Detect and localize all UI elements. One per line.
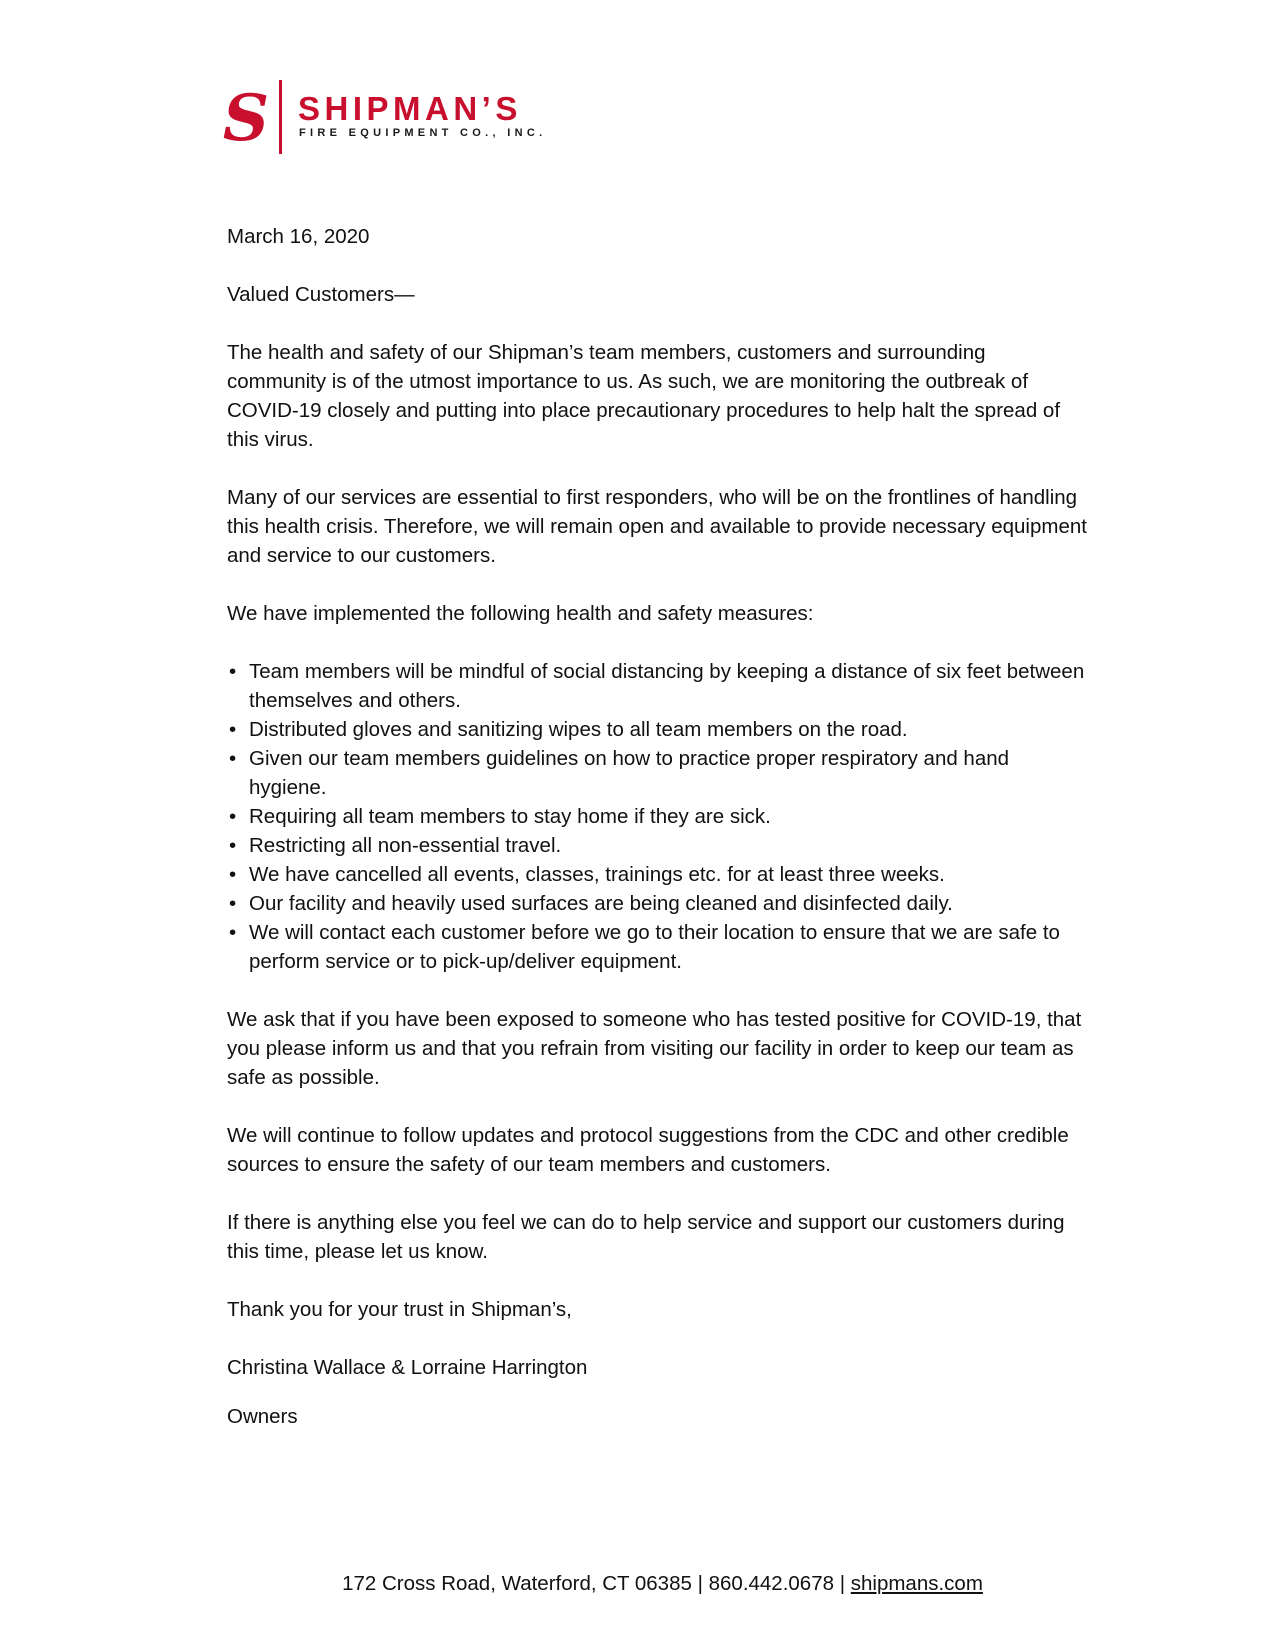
footer-phone: 860.442.0678 — [708, 1572, 835, 1595]
list-item-text: Distributed gloves and sanitizing wipes to all team members on the road. — [249, 718, 908, 741]
list-item-text: Restricting all non-essential travel. — [249, 834, 562, 857]
logo-divider — [279, 80, 282, 154]
bullet-icon: • — [229, 660, 237, 683]
bullet-icon: • — [229, 718, 237, 741]
safety-measures-list — [227, 657, 1087, 976]
letter-sign-off: Thank you for your trust in Shipman’s, — [227, 1298, 572, 1321]
shipmans-s-logo-icon — [222, 86, 270, 148]
bullet-icon: • — [229, 834, 237, 857]
company-subtitle: FIRE EQUIPMENT CO., INC. — [299, 127, 547, 139]
bullet-icon: • — [229, 921, 237, 944]
list-item — [227, 715, 1087, 744]
list-item — [227, 831, 1087, 860]
bullet-icon: • — [229, 805, 237, 828]
letter-signatories: Christina Wallace & Lorraine Harrington — [227, 1356, 588, 1379]
letter-paragraph: If there is anything else you feel we can do to help service and support our customers during this time, please let us know. — [227, 1211, 1065, 1263]
bullet-icon: • — [229, 863, 237, 886]
letter-paragraph: We ask that if you have been exposed to someone who has tested positive for COVID-19, that you please inform us and that you refrain from visiting our facility in order to keep our team as safe as possible. — [227, 1008, 1082, 1089]
letter-footer — [0, 1570, 1275, 1598]
list-item-text: Our facility and heavily used surfaces are being cleaned and disinfected daily. — [249, 892, 953, 915]
letter-body — [227, 222, 1087, 1460]
letter-paragraph: The health and safety of our Shipman’s team members, customers and surrounding community is of the utmost importance to us. As such, we are monitoring the outbreak of COVID-19 closely and putting into place precautionary procedures to help halt the spread of this virus. — [227, 341, 1061, 451]
list-item — [227, 889, 1087, 918]
list-item-text: Given our team members guidelines on how to practice proper respiratory and hand hygiene. — [249, 747, 1010, 799]
list-item-text: We will contact each customer before we go to their location to ensure that we are safe to perform service or to pick-up/deliver equipment. — [249, 921, 1060, 973]
letter-paragraph: We will continue to follow updates and protocol suggestions from the CDC and other credible sources to ensure the safety of our team members and customers. — [227, 1124, 1069, 1176]
letter-signatory-title: Owners — [227, 1405, 298, 1428]
company-logo — [222, 80, 562, 156]
letter-paragraph: We have implemented the following health and safety measures: — [227, 602, 814, 625]
list-item — [227, 657, 1087, 715]
letter-salutation: Valued Customers— — [227, 283, 415, 306]
footer-address: 172 Cross Road, Waterford, CT 06385 — [342, 1572, 692, 1595]
bullet-icon: • — [229, 747, 237, 770]
list-item — [227, 918, 1087, 976]
bullet-icon: • — [229, 892, 237, 915]
footer-website-link[interactable]: shipmans.com — [850, 1572, 983, 1595]
footer-separator: | — [834, 1572, 851, 1595]
list-item-text: We have cancelled all events, classes, trainings etc. for at least three weeks. — [249, 863, 945, 886]
letter-date: March 16, 2020 — [227, 225, 370, 248]
company-name: SHIPMAN’S — [298, 90, 522, 127]
list-item-text: Team members will be mindful of social distancing by keeping a distance of six feet between themselves and others. — [249, 660, 1085, 712]
list-item — [227, 744, 1087, 802]
list-item — [227, 860, 1087, 889]
svg-text:S: S — [222, 86, 270, 148]
footer-separator: | — [691, 1572, 709, 1595]
letter-paragraph: Many of our services are essential to first responders, who will be on the frontlines of handling this health crisis. Therefore, we will remain open and available to provide necessary equipment and service to our customers. — [227, 486, 1087, 567]
list-item-text: Requiring all team members to stay home if they are sick. — [249, 805, 771, 828]
list-item — [227, 802, 1087, 831]
